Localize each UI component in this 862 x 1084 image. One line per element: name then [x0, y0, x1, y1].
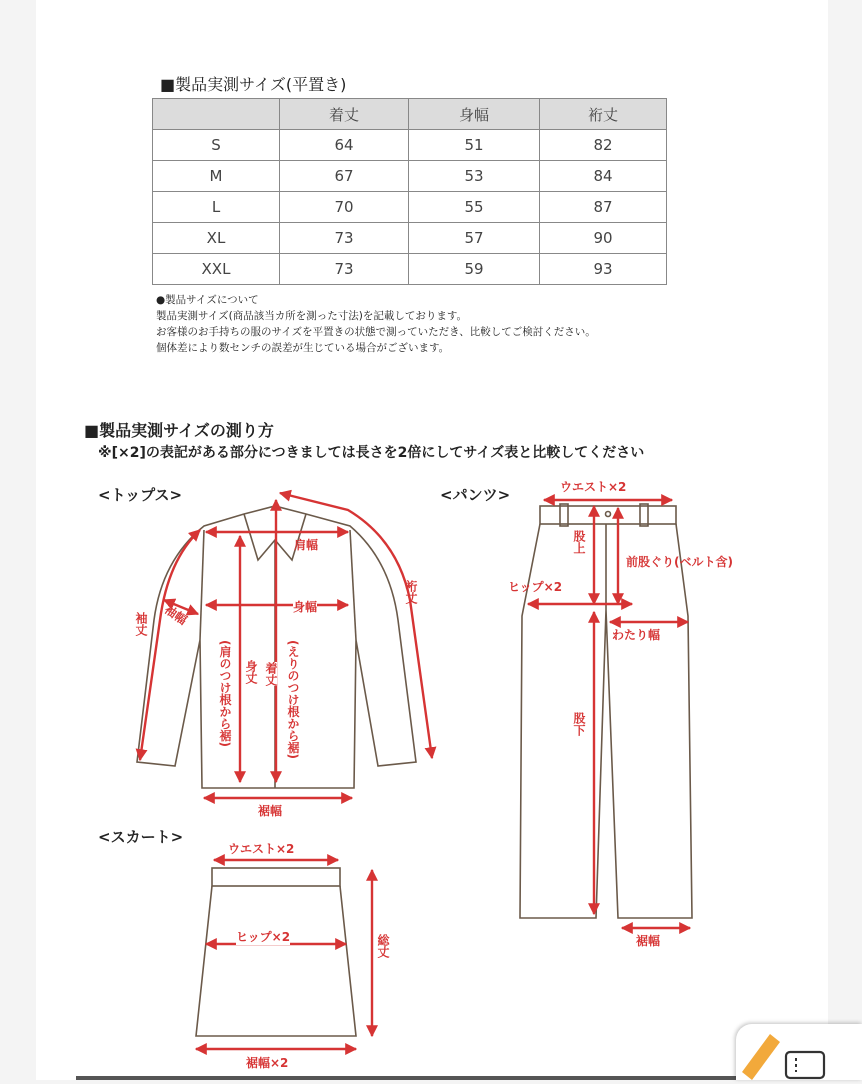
table-cell: 73	[280, 254, 409, 285]
label-pants-waist: ウエスト×2	[560, 480, 627, 494]
label-sleeve-width: 袖幅	[161, 602, 190, 628]
table-cell: 64	[280, 130, 409, 161]
label-skirt-waist: ウエスト×2	[228, 842, 295, 856]
table-cell: M	[153, 161, 280, 192]
label-body-length: 身丈	[244, 660, 258, 684]
size-table-title: ■製品実測サイズ(平置き)	[160, 75, 347, 94]
table-cell: 90	[540, 223, 667, 254]
table-cell: XL	[153, 223, 280, 254]
label-yuki-length: 裄丈	[404, 580, 418, 604]
label-sleeve-length: 袖丈	[134, 612, 148, 636]
label-pants-hem: 裾幅	[636, 934, 661, 948]
table-cell: 70	[280, 192, 409, 223]
label-total-length-note: (えりのつけ根から裾)	[286, 640, 300, 759]
table-cell: S	[153, 130, 280, 161]
table-cell: 55	[409, 192, 540, 223]
coupon-icon	[736, 1024, 862, 1080]
label-inseam: 股下	[572, 712, 586, 736]
label-skirt-hip: ヒップ×2	[236, 930, 291, 944]
table-cell: 93	[540, 254, 667, 285]
table-cell: 59	[409, 254, 540, 285]
label-thigh-width: わたり幅	[612, 628, 661, 642]
guide-subtitle: ※[×2]の表記がある部分につきましては長さを2倍にしてサイズ表と比較してください	[98, 445, 645, 461]
label-body-length-note: (肩のつけ根から裾)	[218, 640, 232, 747]
table-cell: 51	[409, 130, 540, 161]
label-pants-rise: 股上	[572, 530, 586, 554]
table-cell: 87	[540, 192, 667, 223]
table-header: 着丈	[280, 99, 409, 130]
table-cell: 67	[280, 161, 409, 192]
table-header: 裄丈	[540, 99, 667, 130]
label-front-rise: 前股ぐり(ベルト含)	[626, 555, 733, 569]
label-shoulder-width: 肩幅	[294, 538, 319, 552]
table-cell: 57	[409, 223, 540, 254]
table-cell: 73	[280, 223, 409, 254]
skirt-heading: <スカート>	[98, 828, 184, 846]
table-header: 身幅	[409, 99, 540, 130]
tops-heading: <トップス>	[98, 486, 183, 504]
label-skirt-hem: 裾幅×2	[246, 1056, 289, 1070]
label-skirt-total-length: 総丈	[376, 934, 390, 958]
skirt-outline	[196, 868, 356, 1036]
table-cell: XXL	[153, 254, 280, 285]
pants-heading: <パンツ>	[440, 486, 511, 504]
table-cell: 84	[540, 161, 667, 192]
table-cell: 82	[540, 130, 667, 161]
label-hem-width: 裾幅	[258, 804, 283, 818]
note-line: 製品実測サイズ(商品該当カ所を測った寸法)を記載しております。	[156, 310, 468, 322]
note-line: 個体差により数センチの誤差が生じている場合がございます。	[156, 342, 450, 354]
note-line: ●製品サイズについて	[156, 294, 259, 306]
label-total-length: 着丈	[264, 662, 278, 686]
label-body-width: 身幅	[293, 600, 318, 614]
floating-coupon-button[interactable]	[736, 1024, 862, 1080]
table-cell: 53	[409, 161, 540, 192]
table-cell: L	[153, 192, 280, 223]
note-line: お客様のお手持ちの服のサイズを平置きの状態で測っていただき、比較してご検討ください。	[156, 326, 596, 338]
guide-title: ■製品実測サイズの測り方	[84, 421, 274, 440]
skirt-measures	[196, 860, 372, 1049]
label-pants-hip: ヒップ×2	[508, 580, 563, 594]
